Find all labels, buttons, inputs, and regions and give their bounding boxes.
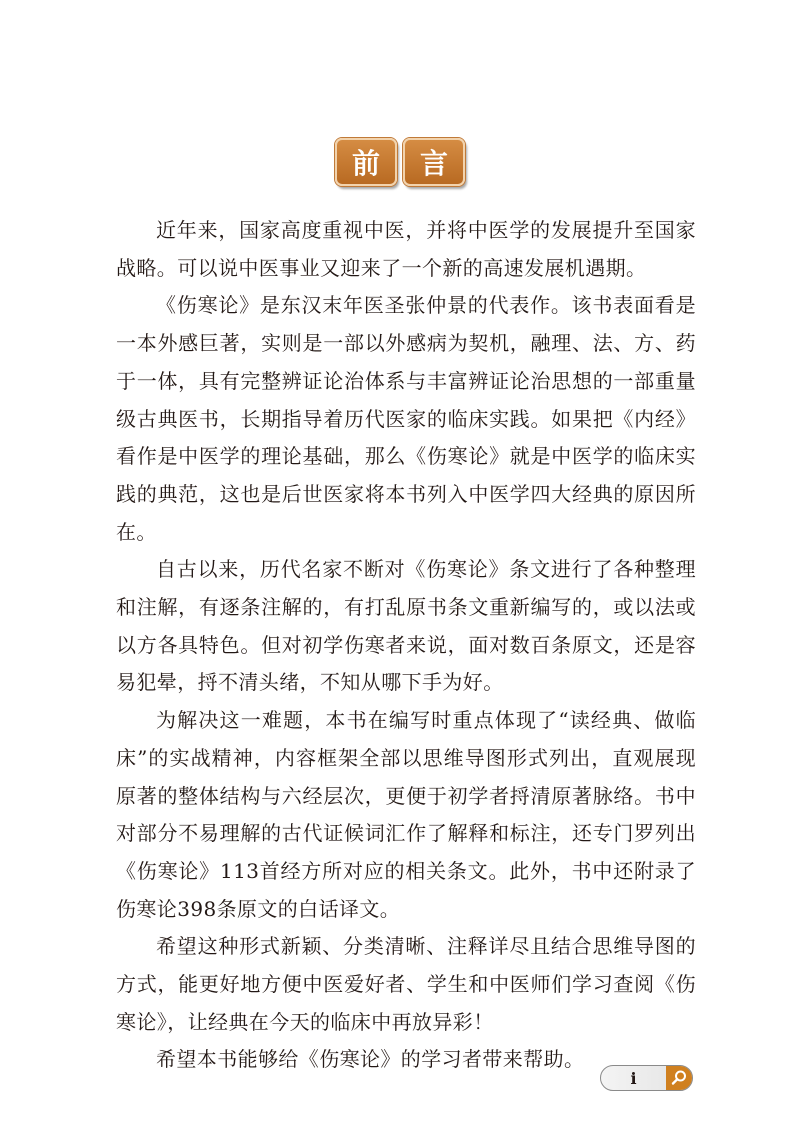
title-char-1: 前 <box>335 138 397 186</box>
page-title <box>0 138 800 186</box>
paragraph-3: 自古以来，历代名家不断对《伤寒论》条文进行了各种整理和注解，有逐条注解的，有打乱原书条文重新编写的，或以法或以方各具特色。但对初学伤寒者来说，面对数百条原文，还是容易犯晕，捋不清头绪，不知从哪下手为好。 <box>116 557 696 695</box>
paragraph-6: 希望本书能够给《伤寒论》的学习者带来帮助。 <box>156 1047 585 1072</box>
page-footer <box>600 1065 693 1091</box>
paragraph-2: 《伤寒论》是东汉末年医圣张仲景的代表作。该书表面看是一本外感巨著，实则是一部以外感病为契机，融理、法、方、药于一体，具有完整辨证论治体系与丰富辨证论治思想的一部重量级古典医书，长期指导着历代医家的临床实践。如果把《内经》看作是中医学的理论基础，那么《伤寒论》就是中医学的临床实践的典范，这也是后世医家将本书列入中医学四大经典的原因所在。 <box>116 293 696 544</box>
title-char-2: 言 <box>403 138 465 186</box>
paragraph-5: 希望这种形式新颖、分类清晰、注释详尽且结合思维导图的方式，能更好地方便中医爱好者、学生和中医师们学习查阅《伤寒论》，让经典在今天的临床中再放异彩！ <box>116 934 696 1034</box>
page-number: i <box>630 1068 637 1088</box>
preface-body <box>116 212 696 1079</box>
magnifier-icon <box>666 1066 692 1090</box>
paragraph-1: 近年来，国家高度重视中医，并将中医学的发展提升至国家战略。可以说中医事业又迎来了一个新的高速发展机遇期。 <box>116 218 696 280</box>
paragraph-4: 为解决这一难题，本书在编写时重点体现了“读经典、做临床”的实战精神，内容框架全部以思维导图形式列出，直观展现原著的整体结构与六经层次，更便于初学者捋清原著脉络。书中对部分不易理解的古代证候词汇作了解释和标注，还专门罗列出《伤寒论》113首经方所对应的相关条文。此外，书中还附录了伤寒论398条原文的白话译文。 <box>116 708 696 921</box>
